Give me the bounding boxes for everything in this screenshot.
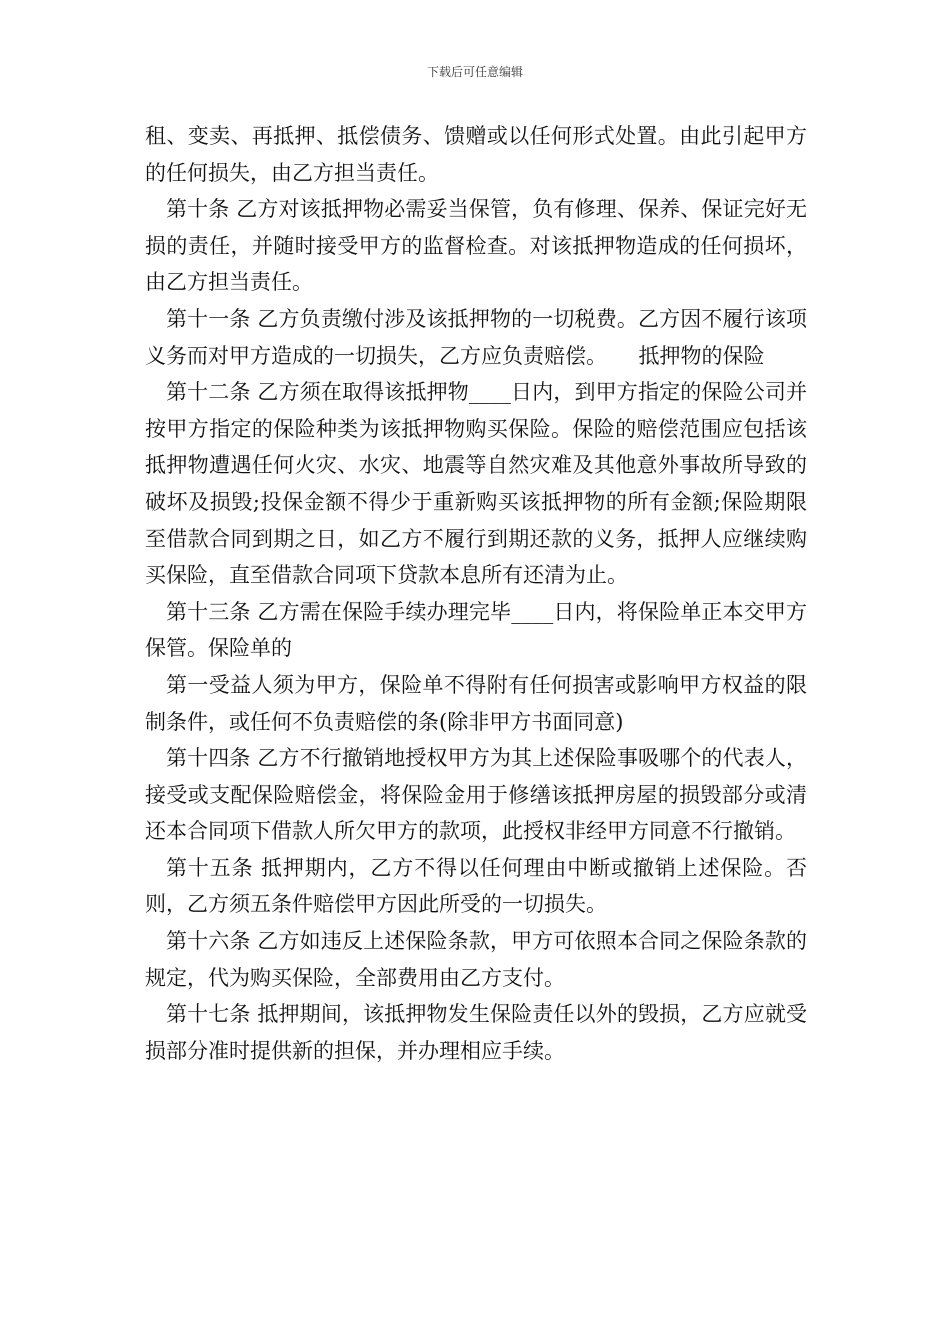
paragraph-article-15: 第十五条 抵押期内，乙方不得以任何理由中断或撤销上述保险。否则，乙方须五条件赔偿甲方因此所受的一切损失。 [145, 855, 807, 917]
paragraph-article-12: 第十二条 乙方须在取得该抵押物____日内，到甲方指定的保险公司并按甲方指定的保险种类为该抵押物购买保险。保险的赔偿范围应包括该抵押物遭遇任何火灾、水灾、地震等自然灾难及其他意外事故所导致的破坏及损毁;投保金额不得少于重新购买该抵押物的所有金额;保险期限至借款合同到期之日，如乙方不履行到期还款的义务，抵押人应继续购买保险，直至借款合同项下贷款本息所有还清为止。 [145, 380, 807, 588]
paragraph-continuation: 租、变卖、再抵押、抵偿债务、馈赠或以任何形式处置。由此引起甲方的任何损失，由乙方担当责任。 [145, 124, 807, 185]
paragraph-beneficiary: 第一受益人须为甲方，保险单不得附有任何损害或影响甲方权益的限制条件，或任何不负责赔偿的条(除非甲方书面同意) [145, 672, 807, 734]
page-header: 下载后可任意编辑 [426, 65, 523, 79]
paragraph-article-14: 第十四条 乙方不行撤销地授权甲方为其上述保险事吸哪个的代表人，接受或支配保险赔偿金，将保险金用于修缮该抵押房屋的损毁部分或清还本合同项下借款人所欠甲方的款项，此授权非经甲方同意不行撤销。 [145, 746, 807, 844]
paragraph-article-11: 第十一条 乙方负责缴付涉及该抵押物的一切税费。乙方因不履行该项义务而对甲方造成的一切损失，乙方应负责赔偿。 抵押物的保险 [145, 306, 807, 368]
paragraph-article-17: 第十七条 抵押期间，该抵押物发生保险责任以外的毁损，乙方应就受损部分准时提供新的担保，并办理相应手续。 [145, 1002, 807, 1063]
paragraph-article-16: 第十六条 乙方如违反上述保险条款，甲方可依照本合同之保险条款的规定，代为购买保险，全部费用由乙方支付。 [145, 929, 807, 990]
document-body [145, 118, 807, 1069]
paragraph-article-13: 第十三条 乙方需在保险手续办理完毕____日内，将保险单正本交甲方保管。保险单的 [145, 599, 807, 661]
paragraph-article-10: 第十条 乙方对该抵押物必需妥当保管，负有修理、保养、保证完好无损的责任，并随时接受甲方的监督检查。对该抵押物造成的任何损坏，由乙方担当责任。 [145, 197, 807, 295]
